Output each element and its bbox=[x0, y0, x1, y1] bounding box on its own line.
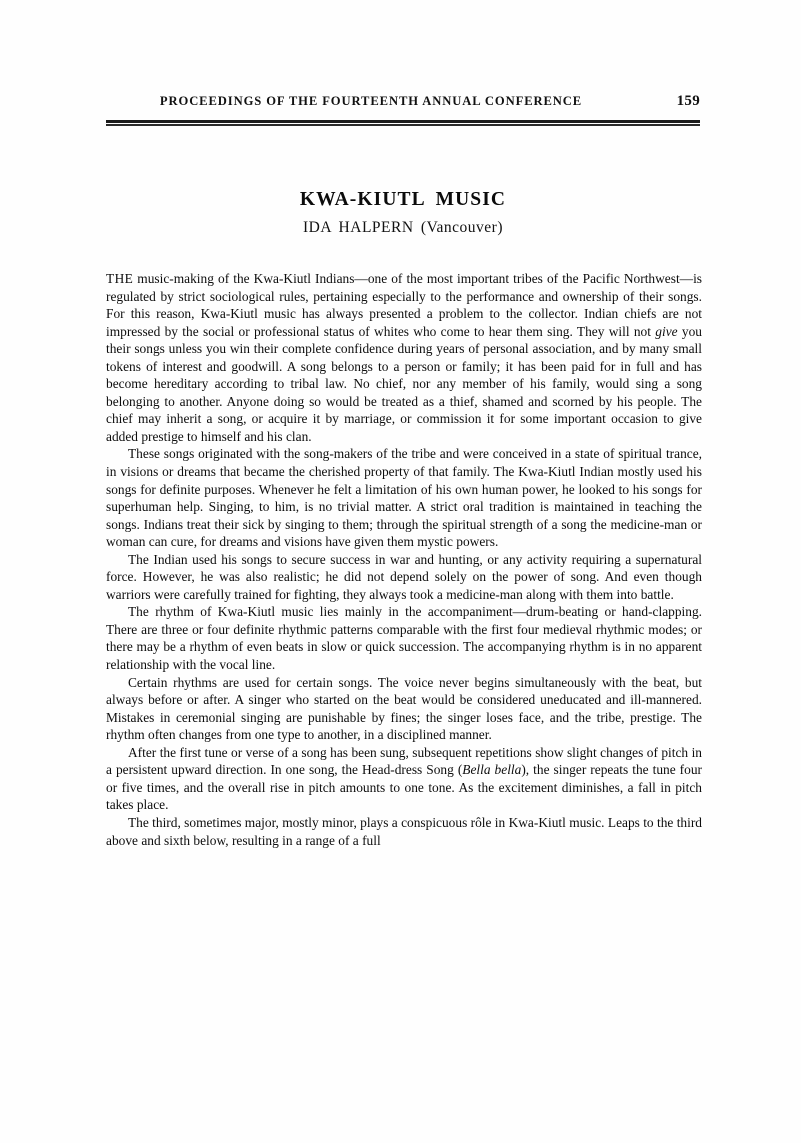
paragraph-6 bbox=[106, 744, 702, 814]
paragraph-1-dropcap-lead: THE bbox=[106, 271, 134, 286]
page-number: 159 bbox=[676, 93, 700, 109]
paragraph-3: The Indian used his songs to secure success in war and hunting, or any activity requiring a supernatural force. However, he was also realistic; he did not depend solely on the power of song. And even though warriors were carefully trained for fighting, they always took a medicine-man along with them into battle. bbox=[106, 551, 702, 602]
header-rule-thin bbox=[106, 124, 700, 126]
paragraph-6-text-a: After the first tune or verse of a song has been sung, subsequent repetitions show slight changes of pitch in a persistent upward direction. In one song, the Head-dress Song ( bbox=[106, 744, 702, 778]
paragraph-6-text-b: ), the singer repeats the tune four or five times, and the overall rise in pitch amounts to one tone. As the excitement diminishes, a fall in pitch takes place. bbox=[106, 762, 702, 813]
paragraph-7: The third, sometimes major, mostly minor, plays a conspicuous rôle in Kwa-Kiutl music. Leaps to the third above and sixth below, resulting in a range of a full bbox=[106, 814, 702, 848]
header-double-rule bbox=[106, 120, 700, 126]
article-title: KWA-KIUTL MUSIC bbox=[299, 189, 507, 211]
paragraph-5: Certain rhythms are used for certain songs. The voice never begins simultaneously with the beat, but always before or after. A singer who started on the beat would be considered uneducated and ill-mannered. Mistakes in ceremonial singing are punishable by fines; the singer loses face, and the tribe, prestige. The rhythm often changes from one type to another, in a disciplined manner. bbox=[106, 674, 702, 743]
paragraph-6-song-title: Bella bella bbox=[462, 762, 522, 778]
author-byline: IDA HALPERN (Vancouver) bbox=[302, 219, 504, 236]
paragraph-2: These songs originated with the song-makers of the tribe and were conceived in a state of spiritual trance, in visions or dreams that became the cherished property of that family. The Kwa-Kiutl Indian mostly used his songs for definite purposes. Whenever he felt a limitation of his own human power, he looked to his songs for superhuman help. Singing, to him, is no trivial matter. A strict oral tradition is maintained in teaching the songs. Indians treat their sick by singing to them; through the spiritual strength of a song the medicine-man or woman can cure, for dreams and visions have given them mystic powers. bbox=[106, 446, 702, 550]
paragraph-1-text-a: music-making of the Kwa-Kiutl Indians—one of the most important tribes of the Pacific Northwest—is regulated by strict sociological rules, pertaining especially to the performance and ownership of their songs. For this reason, Kwa-Kiutl music has always presented a problem to the collector. Indian chiefs are not impressed by the social or professional status of whites who come to hear them sing. They will not bbox=[106, 271, 702, 339]
paragraph-4: The rhythm of Kwa-Kiutl music lies mainly in the accompaniment—drum-beating or hand-clapping. There are three or four definite rhythmic patterns comparable with the first four medieval rhythmic modes; or there may be a rhythm of even beats in slow or quick succession. The accompanying rhythm is in no apparent relationship with the vocal line. bbox=[106, 604, 702, 673]
paragraph-1-text-b: you their songs unless you win their complete confidence during years of personal association, and by many small tokens of interest and goodwill. A song belongs to a person or family; it has been paid for in full and has become hereditary according to tribal law. No chief, nor any member of his family, would sing a song belonging to another. Anyone doing so would be treated as a thief, shamed and scorned by his people. The chief may inherit a song, or acquire it by marriage, or commission it for some important occasion to give added prestige to himself and his clan. bbox=[106, 323, 702, 444]
paragraph-1-emphasis: give bbox=[655, 323, 678, 339]
running-head bbox=[106, 94, 700, 116]
body-text-column bbox=[106, 270, 702, 849]
running-head-title: PROCEEDINGS OF THE FOURTEENTH ANNUAL CONFERENCE bbox=[159, 94, 583, 108]
paragraph-1 bbox=[106, 270, 702, 445]
